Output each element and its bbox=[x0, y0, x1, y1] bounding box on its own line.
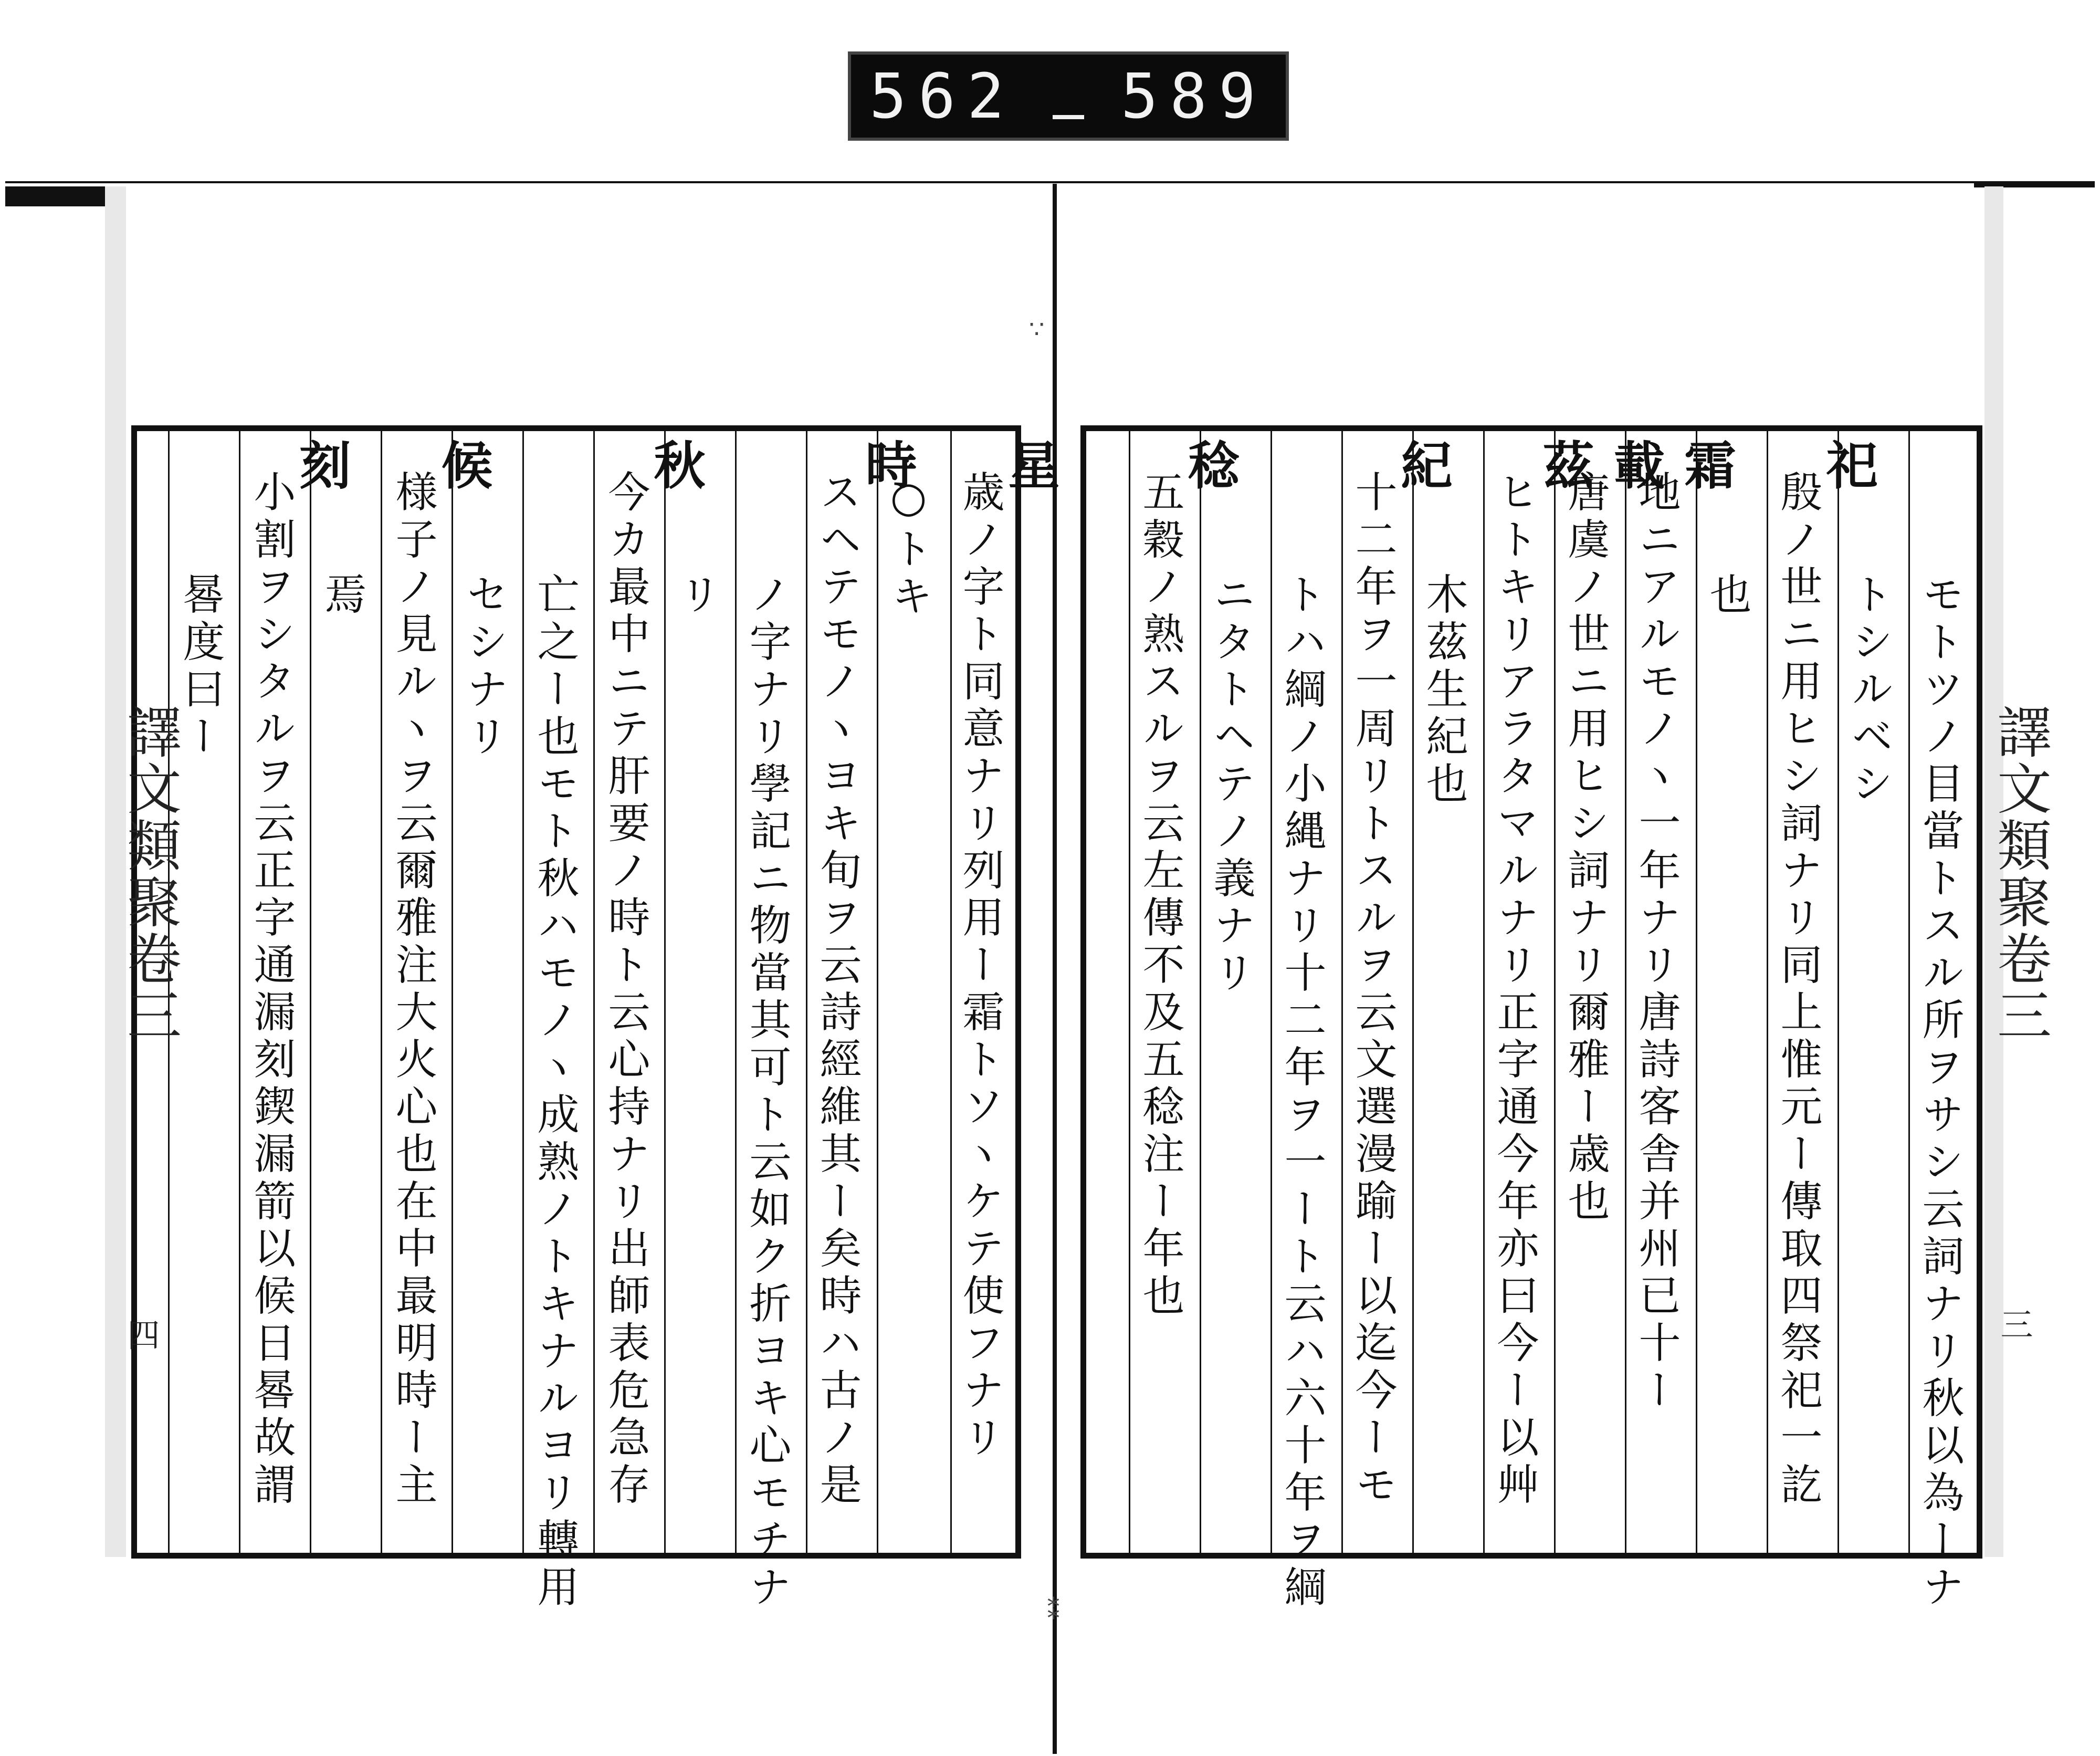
frame-number-separator bbox=[1053, 115, 1084, 119]
scan-speck: ⁑ bbox=[1047, 1596, 1059, 1625]
entry-column bbox=[601, 438, 705, 1510]
gloss-text: 歳ノ字ト同意ナリ列用ー霜トソヽケテ使フナリ bbox=[956, 470, 1004, 1462]
column-divider bbox=[1341, 431, 1343, 1553]
gloss-text: ヒトキリアラタマルナリ正字通今年亦曰今ー以艸 bbox=[1490, 470, 1539, 1510]
column-divider bbox=[1129, 431, 1130, 1553]
gloss-text: 五穀ノ熟スルヲ云左傳不及五稔注ー年也 bbox=[1136, 470, 1184, 1321]
frame-number-start: 562 bbox=[869, 60, 1016, 132]
entry-column bbox=[1915, 572, 1964, 1612]
left-margin-book-title: 譯文類聚卷三 bbox=[118, 704, 182, 1044]
gloss-text: モトツノ目當トスル所ヲサシ云詞ナリ秋以為ーナ bbox=[1915, 572, 1964, 1612]
entry-column bbox=[1490, 438, 1594, 1510]
frame-counter-label bbox=[848, 51, 1289, 141]
gloss-text: 今カ最中ニテ肝要ノ時ト云心持ナリ出師表危急存 bbox=[601, 470, 650, 1510]
gloss-text: 晷度曰ー bbox=[176, 572, 225, 761]
gloss-text: リ bbox=[672, 572, 721, 620]
column-divider bbox=[1270, 431, 1272, 1553]
column-divider bbox=[593, 431, 595, 1553]
right-margin-book-title: 譯文類聚卷三 bbox=[1988, 704, 2052, 1044]
entry-column bbox=[956, 438, 1059, 1462]
column-divider bbox=[806, 431, 807, 1553]
top-edge-rule bbox=[5, 181, 2095, 183]
headword: 霜 bbox=[1676, 438, 1736, 493]
entry-column bbox=[1277, 572, 1326, 1612]
headword: 祀 bbox=[1818, 438, 1877, 493]
gloss-text: 小割ヲシタルヲ云正字通漏刻鍥漏箭以候日晷故謂 bbox=[247, 470, 296, 1510]
right-folio-number: 三 bbox=[1995, 1308, 2033, 1340]
gloss-text: セシナリ bbox=[459, 572, 508, 761]
gloss-text: 木茲生紀也 bbox=[1419, 572, 1468, 809]
headword: 刻 bbox=[291, 438, 351, 493]
gloss-text: ○トキ bbox=[884, 473, 933, 621]
headword: 候 bbox=[433, 438, 492, 493]
gloss-text: トハ綱ノ小縄ナリ十二年ヲ一ート云ハ六十年ヲ綱 bbox=[1277, 572, 1326, 1612]
column-divider bbox=[239, 431, 240, 1553]
gloss-text: ノ字ナリ學記ニ物當其可ト云如ク折ヨキ心モチナ bbox=[742, 572, 791, 1612]
left-folio-number: 四 bbox=[122, 1318, 160, 1351]
entry-column bbox=[247, 438, 351, 1510]
gloss-text: トシルベシ bbox=[1844, 572, 1893, 809]
headword: 稔 bbox=[1180, 438, 1240, 493]
headword: 茲 bbox=[1534, 438, 1594, 493]
gloss-text: ニタトヘテノ義ナリ bbox=[1206, 572, 1255, 998]
gloss-text: 也 bbox=[1703, 572, 1751, 620]
entry-column bbox=[1136, 438, 1240, 1321]
headword: 時 bbox=[857, 438, 917, 493]
gloss-text: 唐虞ノ世ニ用ヒシ詞ナリ爾雅ー歳也 bbox=[1561, 470, 1610, 1226]
left-cover-edge bbox=[5, 186, 116, 206]
entry-column bbox=[388, 438, 492, 1510]
headword: 秋 bbox=[645, 438, 705, 493]
entry-column bbox=[176, 572, 224, 761]
headword: 星 bbox=[1000, 438, 1059, 493]
gloss-text: 様子ノ見ルヽヲ云爾雅注大火心也在中最明時ー主 bbox=[388, 470, 437, 1510]
frame-number-end: 589 bbox=[1120, 60, 1268, 132]
column-divider bbox=[381, 431, 382, 1553]
entry-column bbox=[1773, 438, 1877, 1510]
gloss-text: 殷ノ世ニ用ヒシ詞ナリ同上惟元ー傳取四祭祀一訖 bbox=[1773, 470, 1822, 1510]
gloss-text: スヘテモノヽヨキ旬ヲ云詩經維其ー矣時ハ古ノ是 bbox=[813, 470, 862, 1510]
column-divider bbox=[1767, 431, 1768, 1553]
entry-column bbox=[530, 572, 579, 1612]
entry-column bbox=[1348, 438, 1452, 1510]
column-divider bbox=[1483, 431, 1485, 1553]
column-divider bbox=[1908, 431, 1910, 1553]
column-divider bbox=[950, 431, 952, 1553]
scan-speck: ∵ bbox=[1029, 315, 1045, 343]
gloss-text: 焉 bbox=[318, 572, 366, 620]
gloss-text: 十二年ヲ一周リトスルヲ云文選漫踰ー以迄今ーモ bbox=[1348, 470, 1397, 1510]
gloss-text: 亡之ー也モト秋ハモノヽ成熟ノトキナルヨリ轉用 bbox=[530, 572, 579, 1612]
column-divider bbox=[522, 431, 524, 1553]
column-divider bbox=[735, 431, 737, 1553]
headword: 紀 bbox=[1392, 438, 1452, 493]
entry-column bbox=[813, 438, 917, 1510]
gloss-text: 地ニアルモノヽ一年ナリ唐詩客舎并州已十ー bbox=[1632, 470, 1681, 1415]
headword: 載 bbox=[1605, 438, 1665, 493]
entry-column bbox=[742, 572, 791, 1612]
